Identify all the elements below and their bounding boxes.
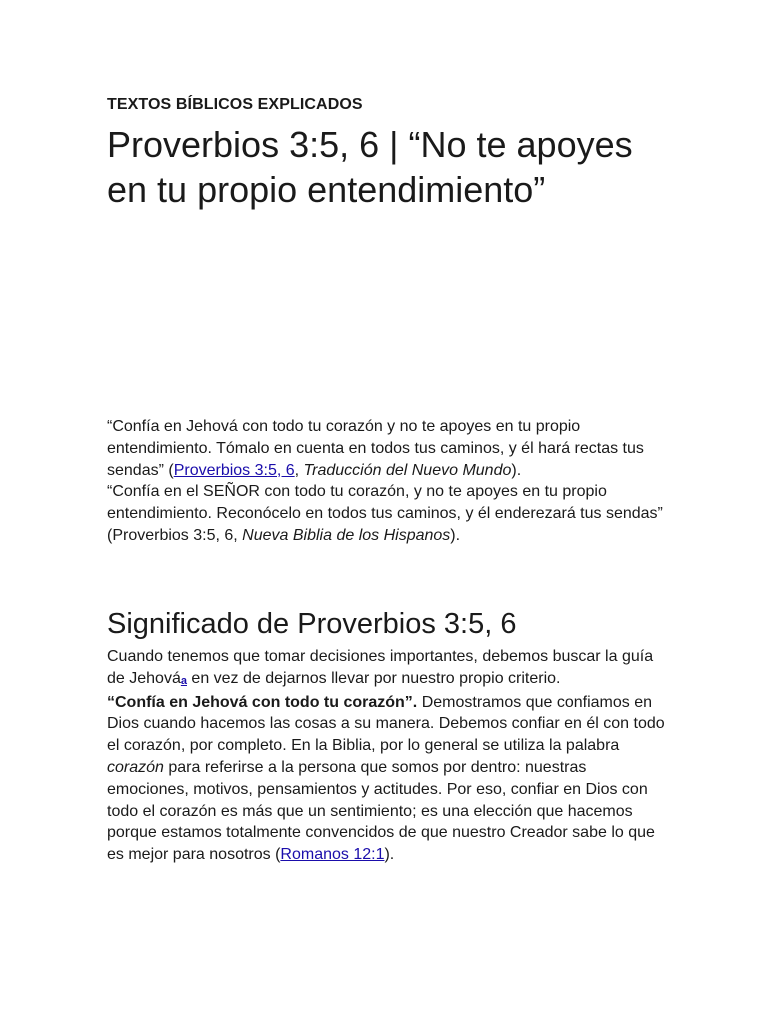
section-body: [107, 646, 667, 866]
proverbios-3-5-6-link[interactable]: Proverbios 3:5, 6: [173, 461, 295, 479]
category-kicker: TEXTOS BÍBLICOS EXPLICADOS: [107, 96, 363, 113]
paragraph-confia-close: ).: [384, 846, 395, 864]
section-heading: Significado de Proverbios 3:5, 6: [107, 608, 517, 640]
paragraph-confia-text-a: Demostramos que confiamos en Dios cuando hacemos las cosas a su manera. Debemos confiar en él con todo el corazón, por completo. En la Biblia, por lo general se utiliza la palabra: [107, 693, 665, 755]
paragraph-confia: [107, 692, 667, 866]
paragraph-intro: [107, 646, 667, 692]
scripture-quotes: [107, 416, 667, 547]
paragraph-intro-text-a: Cuando tenemos que tomar decisiones importantes, debemos buscar la guía de Jehová: [107, 648, 654, 687]
quote-tnm-close: ).: [511, 461, 522, 479]
footnote-a-link[interactable]: a: [180, 674, 187, 687]
quote-tnm-text: “Confía en Jehová con todo tu corazón y no te apoyes en tu propio entendimiento. Tómalo en cuenta en todos tus caminos, y él hará rectas tus sendas” (: [107, 418, 644, 479]
paragraph-confia-italic: corazón: [107, 758, 164, 776]
quote-tnm-version: Traducción del Nuevo Mundo: [303, 461, 512, 479]
quote-nbh-text: “Confía en el SEÑOR con todo tu corazón, y no te apoyes en tu propio entendimiento. Reconócelo en todos tus caminos, y él enderezará tus sendas” (Proverbios 3:5, 6,: [107, 483, 663, 544]
paragraph-intro-text-b: en vez de dejarnos llevar por nuestro propio criterio.: [186, 669, 561, 687]
article-title: Proverbios 3:5, 6 | “No te apoyes en tu propio entendimiento”: [107, 124, 633, 210]
quote-nbh-close: ).: [450, 526, 461, 544]
quote-nbh-version: Nueva Biblia de los Hispanos: [242, 526, 451, 544]
paragraph-confia-text-b: para referirse a la persona que somos por dentro: nuestras emociones, motivos, pensamientos y actitudes. Por eso, confiar en Dios con todo el corazón es más que un sentimiento; es una elección que hacemos porque estamos totalmente convencidos de que nuestro Creador sabe lo que es mejor para nosotros (: [107, 758, 655, 864]
quote-tnm-separator: ,: [294, 461, 304, 479]
romanos-12-1-link[interactable]: Romanos 12:1: [280, 846, 385, 864]
paragraph-confia-lead: “Confía en Jehová con todo tu corazón”.: [107, 693, 418, 711]
quote-nbh: [107, 481, 667, 546]
quote-tnm: [107, 416, 667, 481]
